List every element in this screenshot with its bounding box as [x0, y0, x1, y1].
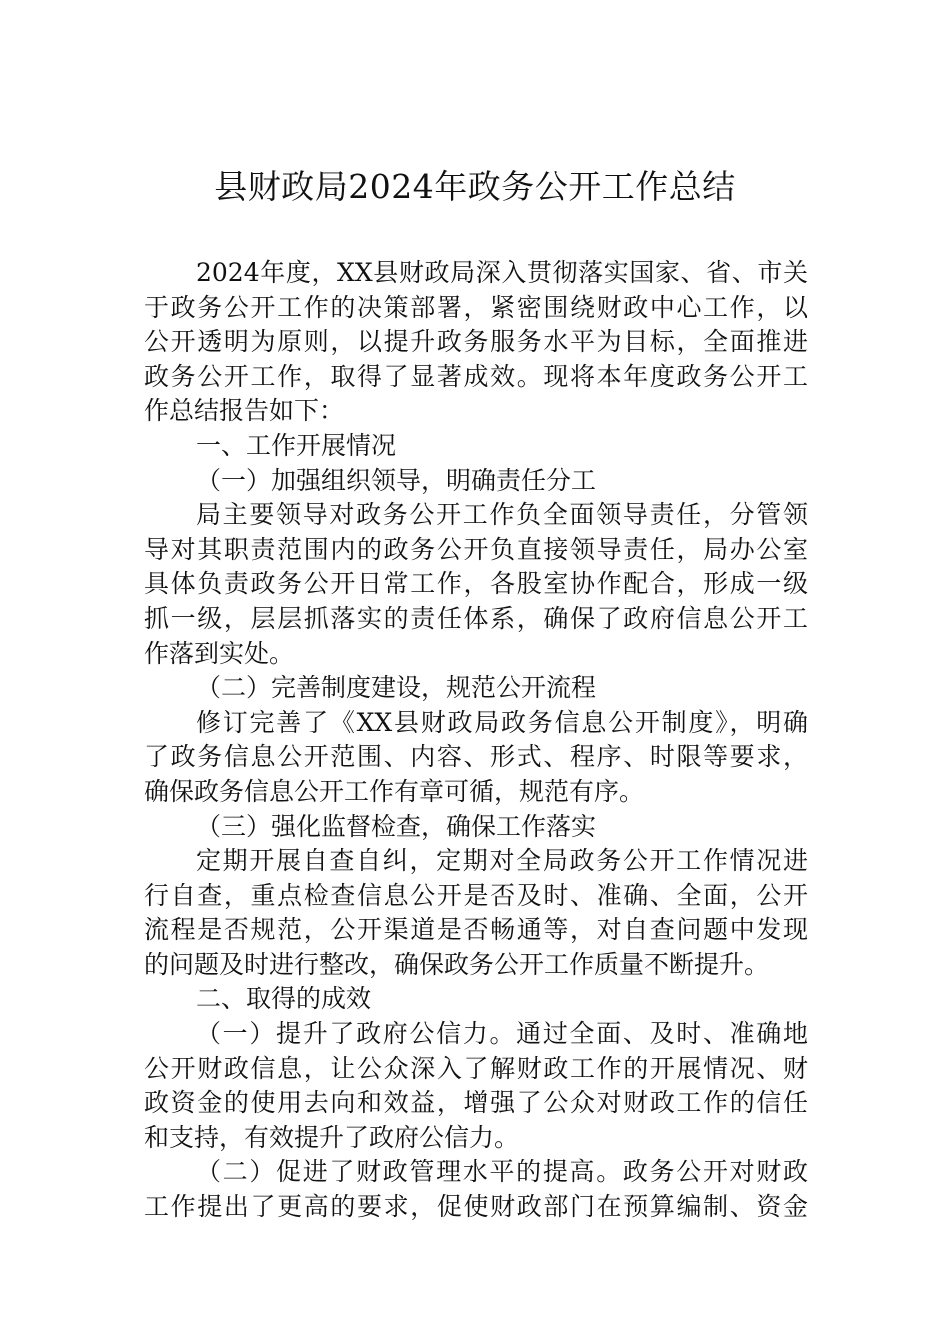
text-line: 政务公开工作，取得了显著成效。现将本年度政务公开工 — [144, 361, 808, 391]
text-line: 一、工作开展情况 — [196, 430, 397, 460]
text-line: 政资金的使用去向和效益，增强了公众对财政工作的信任 — [144, 1088, 808, 1118]
text-line: 的问题及时进行整改，确保政务公开工作质量不断提升。 — [144, 949, 770, 979]
text-line: 抓一级，层层抓落实的责任体系，确保了政府信息公开工 — [144, 603, 808, 633]
text-line: 二、取得的成效 — [196, 984, 372, 1014]
text-line: 流程是否规范，公开渠道是否畅通等，对自查问题中发现 — [144, 915, 808, 945]
text-line: 修订完善了《XX县财政局政务信息公开制度》，明确 — [196, 707, 808, 737]
text-line: 作总结报告如下： — [144, 396, 345, 426]
text-line: 公开透明为原则，以提升政务服务水平为目标，全面推进 — [144, 327, 808, 357]
text-line: 确保政务信息公开工作有章可循，规范有序。 — [144, 776, 645, 806]
text-line: （二）促进了财政管理水平的提高。政务公开对财政 — [196, 1157, 808, 1187]
text-line: 于政务公开工作的决策部署，紧密围绕财政中心工作，以 — [144, 292, 808, 322]
text-line: 局主要领导对政务公开工作负全面领导责任，分管领 — [196, 500, 808, 530]
document-body — [144, 256, 808, 1225]
text-line: 公开财政信息，让公众深入了解财政工作的开展情况、财 — [144, 1053, 808, 1083]
text-line: 作落到实处。 — [144, 638, 295, 668]
text-line: 和支持，有效提升了政府公信力。 — [144, 1122, 520, 1152]
text-line: 工作提出了更高的要求，促使财政部门在预算编制、资金 — [144, 1192, 808, 1222]
text-line: （一）提升了政府公信力。通过全面、及时、准确地 — [196, 1019, 808, 1049]
text-line: 2024年度，XX县财政局深入贯彻落实国家、省、市关 — [196, 258, 808, 287]
text-line: 具体负责政务公开日常工作，各股室协作配合，形成一级 — [144, 569, 808, 599]
text-line: （三）强化监督检查，确保工作落实 — [196, 811, 597, 841]
text-line: 定期开展自查自纠，定期对全局政务公开工作情况进 — [196, 846, 808, 876]
text-line: （一）加强组织领导，明确责任分工 — [196, 465, 597, 495]
text-line: 行自查，重点检查信息公开是否及时、准确、全面，公开 — [144, 880, 808, 910]
document-title: 县财政局2024年政务公开工作总结 — [214, 167, 736, 206]
text-line: （二）完善制度建设，规范公开流程 — [196, 673, 597, 703]
text-line: 了政务信息公开范围、内容、形式、程序、时限等要求， — [144, 742, 808, 772]
text-line: 导对其职责范围内的政务公开负直接领导责任，局办公室 — [144, 534, 808, 564]
